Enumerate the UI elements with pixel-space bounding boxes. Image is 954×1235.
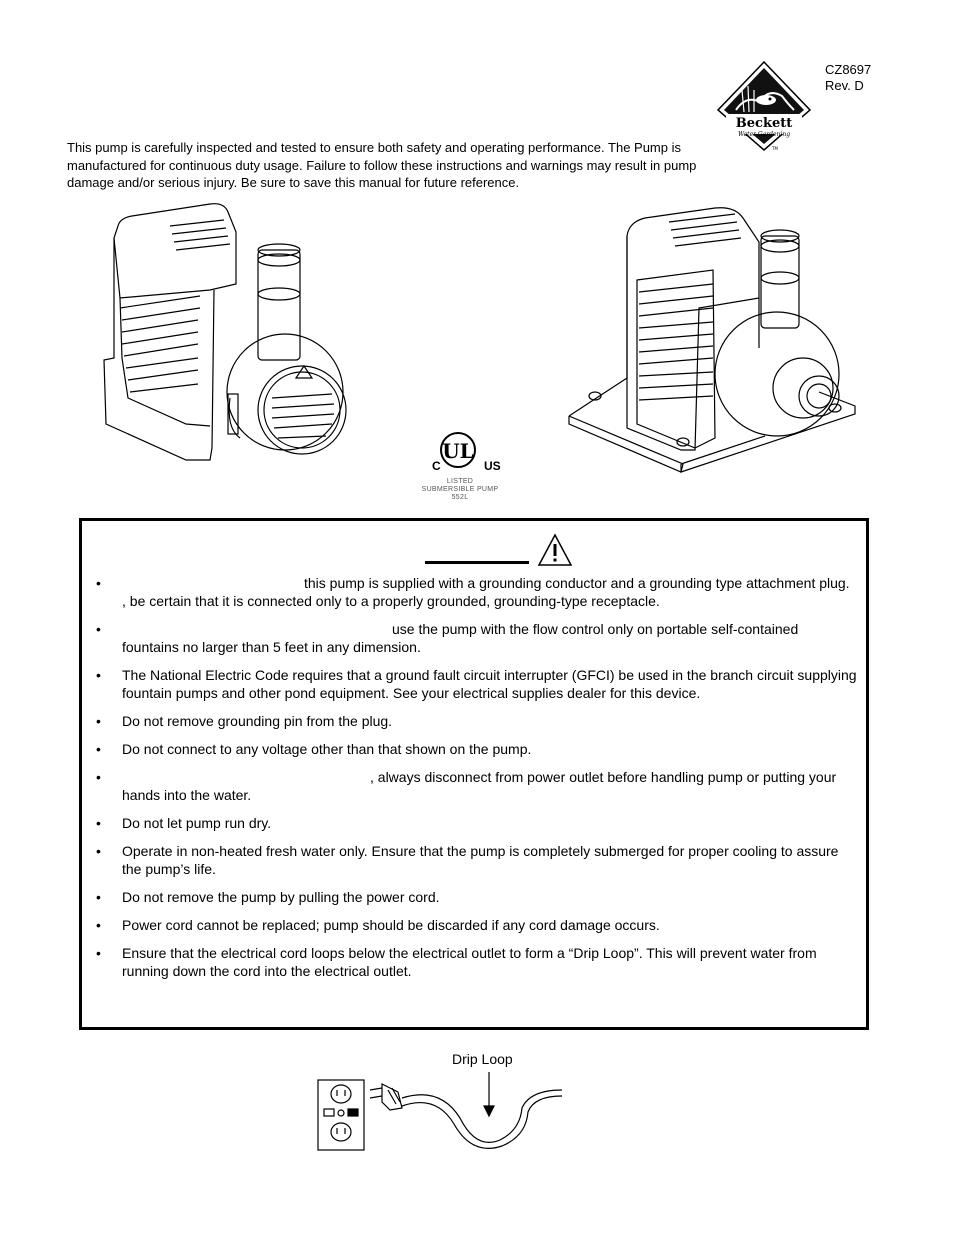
document-code [825,62,871,94]
warning-list [96,574,857,990]
warning-box [79,518,869,1030]
warning-text: this pump is supplied with a grounding conductor and a grounding type attachment plug. , be certain that it is connected only to a properly grounded, grounding-type receptacle. [122,575,850,609]
drip-loop-label: Drip Loop [452,1051,513,1067]
warning-text: Do not remove the pump by pulling the power cord. [122,889,440,905]
ul-us-label: US [484,459,501,473]
ul-line-listed: LISTED [446,478,474,485]
pump-illustration-base-mount [565,188,860,478]
pump-illustration-flow-control [100,198,360,470]
warning-item-grounding-pin: • Do not remove grounding pin from the plug. [96,713,393,729]
warning-heading-rule [425,561,529,564]
warning-item-gfci: • The National Electric Code requires that a ground fault circuit interrupter (GFCI) be used in the branch circuit supplying fountain pumps and other pond equipment. See your electrical supplies dealer for this device. [96,667,857,701]
doc-number: CZ8697 [825,62,872,77]
warning-text: use the pump with the flow control only on portable self-contained fountains no larger than 5 feet in any dimension. [122,621,799,655]
ul-line-type: SUBMERSIBLE PUMP [421,486,499,493]
warning-item-cord-replace: • Power cord cannot be replaced; pump should be discarded if any cord damage occurs. [96,917,660,933]
warning-item-drip-loop: • Ensure that the electrical cord loops below the electrical outlet to form a “Drip Loop”. This will prevent water from running down the cord into the electrical outlet. [96,945,817,979]
drip-loop-diagram [310,1068,580,1158]
warning-item-power-cord: • Do not remove the pump by pulling the power cord. [96,889,440,905]
beckett-logo [716,60,812,156]
drip-loop-arrow-icon [484,1072,494,1116]
warning-item-grounding: • this pump is supplied with a grounding conductor and a grounding type attachment plug. , be certain that it is connected only to a properly grounded, grounding-type receptacle. [96,575,850,609]
warning-item-fresh-water: • Operate in non-heated fresh water only. Ensure that the pump is completely submerged for proper cooling to assure the pump’s life. [96,843,839,877]
wall-outlet [318,1080,364,1150]
ul-listing-text [405,478,515,502]
logo-tm: TM [772,146,778,151]
warning-item-disconnect: • , always disconnect from power outlet before handling pump or putting your hands into the water. [96,769,837,803]
warning-text: Power cord cannot be replaced; pump should be discarded if any cord damage occurs. [122,917,660,933]
ul-line-number: 552L [451,494,469,501]
logo-tagline: Water Gardening [737,131,791,138]
power-plug-icon [370,1084,402,1110]
warning-heading [425,533,570,569]
warning-item-flow-control: • use the pump with the flow control only on portable self-contained fountains no larger than 5 feet in any dimension. [96,621,799,655]
logo-brand: Beckett [735,116,793,131]
warning-text: Do not let pump run dry. [122,815,272,831]
warning-text: , always disconnect from power outlet before handling pump or putting your hands into the water. [122,769,837,803]
warning-item-run-dry: • Do not let pump run dry. [96,815,272,831]
warning-text: Operate in non-heated fresh water only. Ensure that the pump is completely submerged for proper cooling to assure the pump’s life. [122,843,839,877]
warning-text: Ensure that the electrical cord loops below the electrical outlet to form a “Drip Loop”. This will prevent water from running down the cord into the electrical outlet. [122,945,817,979]
intro-paragraph: This pump is carefully inspected and tested to ensure both safety and operating performance. The Pump is manufactured for continuous duty usage. Failure to follow these instructions and warnings may result in pump damage and/or serious injury. Be sure to save this manual for future reference. [67,140,697,190]
warning-text: Do not connect to any voltage other than that shown on the pump. [122,741,532,757]
warning-item-voltage: • Do not connect to any voltage other than that shown on the pump. [96,741,532,757]
warning-text: Do not remove grounding pin from the plug. [122,713,393,729]
warning-triangle-icon [537,533,573,567]
warning-text: The National Electric Code requires that a ground fault circuit interrupter (GFCI) be used in the branch circuit supplying fountain pumps and other pond equipment. See your electrical supplies dealer for this device. [122,667,857,701]
ul-c-label: C [432,459,441,473]
svg-text:UL: UL [442,439,474,463]
doc-revision: Rev. D [825,78,864,93]
